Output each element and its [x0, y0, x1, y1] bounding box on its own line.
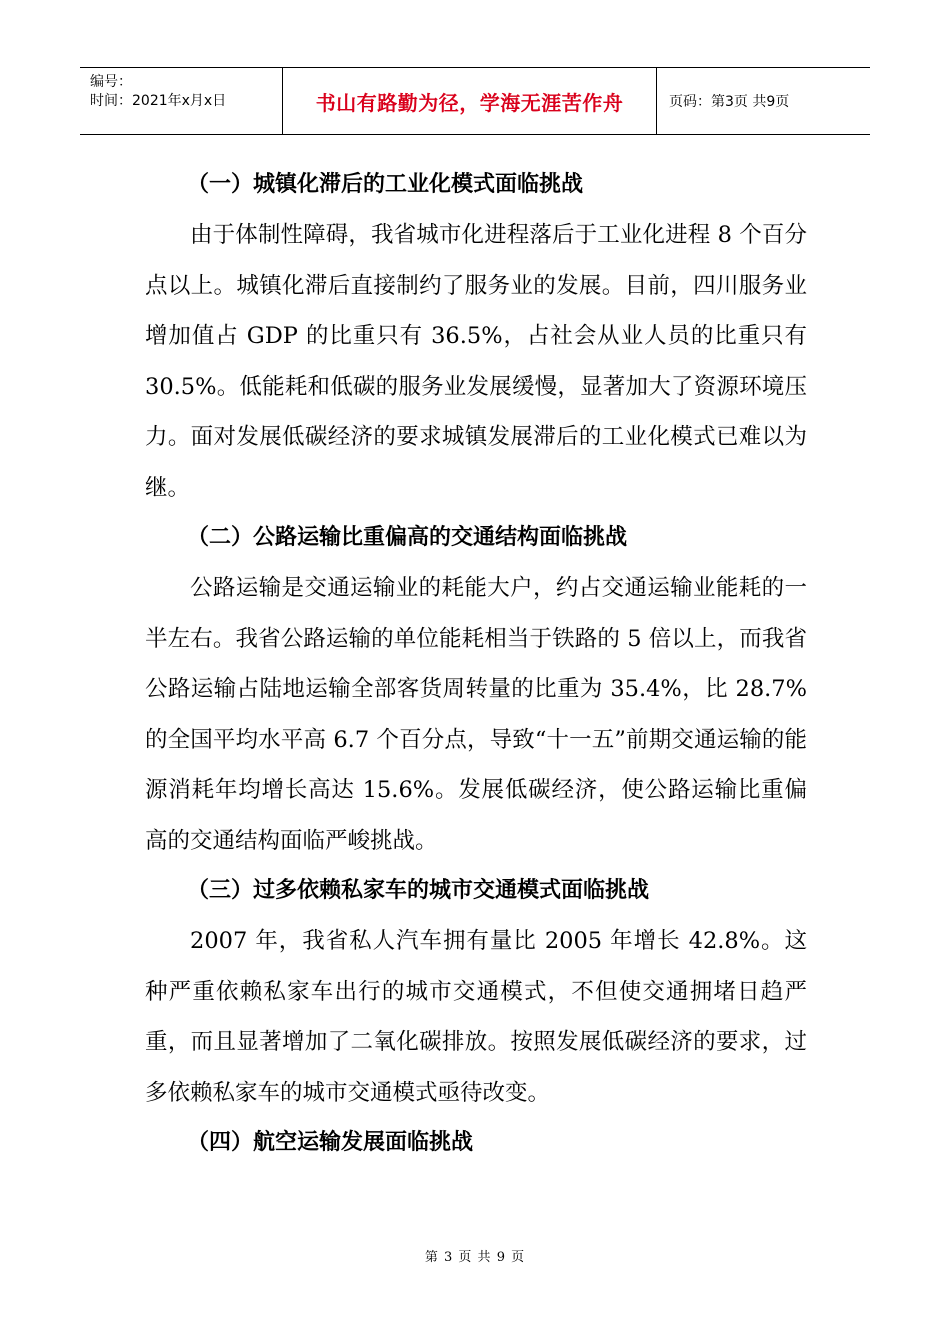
page-footer: 第 3 页 共 9 页 [424, 1250, 526, 1265]
header-page-cell [657, 68, 870, 134]
time-label: 时间：2021年x月x日 [90, 93, 227, 109]
document-header [80, 67, 870, 135]
section-heading-1: （一）城镇化滞后的工业化模式面临挑战 [187, 172, 584, 197]
page-info: 页码：第3页 共9页 [669, 94, 790, 110]
header-meta-cell [80, 68, 283, 134]
section-paragraph-1: 由于体制性障碍，我省城市化进程落后于工业化进程 8 个百分点以上。城镇化滞后直接制约了服务业的发展。目前，四川服务业增加值占 GDP 的比重只有 36.5%，占社会从业人员的比重只有 30.5%。低能耗和低碳的服务业发展缓慢，显著加大了资源环境压力。面对发展低碳经济的要求城镇发展滞后的工业化模式已难以为继。 [145, 222, 807, 501]
section-heading-4: （四）航空运输发展面临挑战 [187, 1130, 474, 1155]
document-body [145, 160, 807, 1168]
header-slogan-cell [283, 68, 657, 134]
code-label: 编号： [90, 74, 132, 90]
section-paragraph-3: 2007 年，我省私人汽车拥有量比 2005 年增长 42.8%。这种严重依赖私家车出行的城市交通模式，不但使交通拥堵日趋严重，而且显著增加了二氧化碳排放。按照发展低碳经济的要求，过多依赖私家车的城市交通模式亟待改变。 [145, 928, 807, 1106]
section-heading-3: （三）过多依赖私家车的城市交通模式面临挑战 [187, 878, 650, 903]
section-paragraph-2: 公路运输是交通运输业的耗能大户，约占交通运输业能耗的一半左右。我省公路运输的单位能耗相当于铁路的 5 倍以上，而我省公路运输占陆地运输全部客货周转量的比重为 35.4%，比 28.7%的全国平均水平高 6.7 个百分点，导致“十一五”前期交通运输的能源消耗年均增长高达 15.6%。发展低碳经济，使公路运输比重偏高的交通结构面临严峻挑战。 [145, 575, 807, 854]
slogan-text: 书山有路勤为径，学海无涯苦作舟 [315, 90, 624, 115]
section-heading-2: （二）公路运输比重偏高的交通结构面临挑战 [187, 525, 628, 550]
